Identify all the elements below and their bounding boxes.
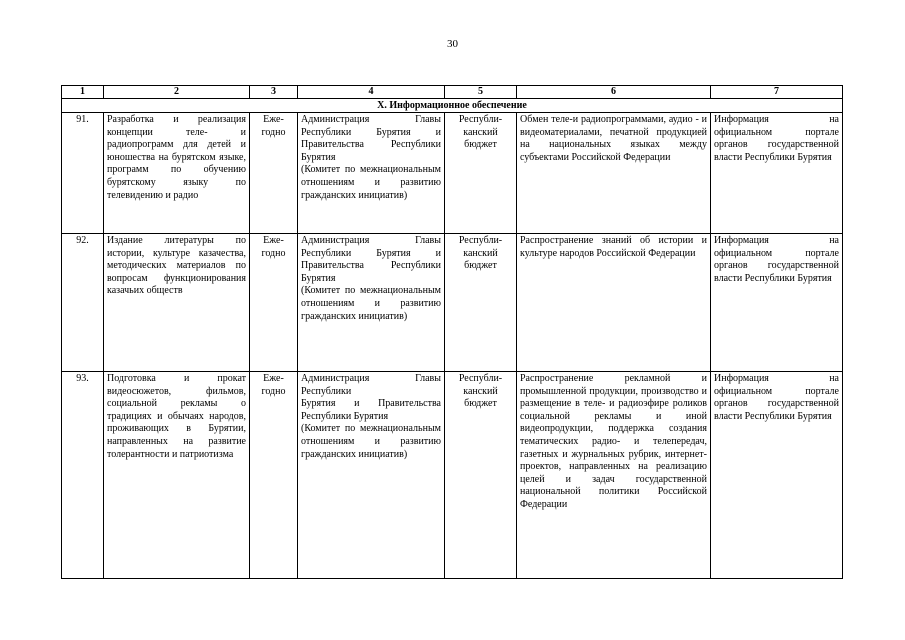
measures-table (61, 85, 843, 579)
table-row (62, 234, 843, 372)
header-col-5: 5 (445, 86, 517, 99)
header-col-4: 4 (298, 86, 445, 99)
activity-cell: Подготовка и прокат видеосюжетов, фильмов, социальной рекламы о традициях и обычаях народов, проживающих в Бурятии, направленных на развитие толерантности и патриотизма (104, 372, 250, 579)
executor-line: Администрация Главы Республики Бурятия и Правительства Республики Бурятия (301, 114, 441, 163)
reporting-cell: Информация на официальном портале органов государственной власти Республики Бурятия (711, 234, 843, 372)
executor-cell (298, 372, 445, 579)
executor-cell (298, 234, 445, 372)
funding-cell (445, 372, 517, 579)
term-line: Еже- (263, 114, 284, 125)
activity-cell: Издание литературы по истории, культуре казачества, методических материалов по вопросам функционирования казачьих обществ (104, 234, 250, 372)
term-cell (250, 234, 298, 372)
funding-line: бюджет (464, 260, 497, 272)
result-cell: Распространение рекламной и промышленной продукции, производство и размещение в теле- и радиоэфире роликов социальной рекламы и иной видеопродукции, поддержка создания тематических радио- и телепередач, газетных и журнальных рубрик, интернет-проектов, направленных на реализацию целей и задач государственной национальной политики Российской Федерации (517, 372, 711, 579)
table-row (62, 372, 843, 579)
activity-cell: Разработка и реализация концепции теле- и радиопрограмм для детей и юношества на бурятском языке, программ по обучению бурятскому языку по телевидению и радио (104, 113, 250, 234)
result-cell: Обмен теле-и радиопрограммами, аудио - и видеоматериалами, печатной продукцией на национальных языках между субъектами Российской Федерации (517, 113, 711, 234)
term-line: Еже- (263, 235, 284, 246)
executor-line: (Комитет по межнациональным отношениям и развитию гражданских инициатив) (301, 164, 441, 201)
reporting-cell: Информация на официальном портале органов государственной власти Республики Бурятия (711, 113, 843, 234)
term-cell (250, 113, 298, 234)
result-cell: Распространение знаний об истории и культуре народов Российской Федерации (517, 234, 711, 372)
term-line: годно (261, 385, 286, 397)
funding-line: Республи- (458, 235, 503, 246)
row-number: 92. (62, 234, 104, 372)
funding-line: Республи- (458, 373, 503, 384)
funding-line: бюджет (464, 139, 497, 151)
funding-line: Республи- (458, 114, 503, 125)
table-row (62, 113, 843, 234)
header-col-6: 6 (517, 86, 711, 99)
header-col-2: 2 (104, 86, 250, 99)
funding-line: канский (463, 247, 498, 259)
funding-line: канский (463, 385, 498, 397)
executor-cell (298, 113, 445, 234)
header-col-1: 1 (62, 86, 104, 99)
row-number: 91. (62, 113, 104, 234)
funding-line: канский (463, 126, 498, 138)
funding-line: бюджет (464, 398, 497, 410)
header-col-3: 3 (250, 86, 298, 99)
section-row (62, 99, 843, 113)
header-row (62, 86, 843, 99)
funding-cell (445, 113, 517, 234)
executor-line: Администрация Главы Республики Бурятия и Правительства Республики Бурятия (301, 235, 441, 284)
term-line: Еже- (263, 373, 284, 384)
term-cell (250, 372, 298, 579)
executor-line: Бурятия и Правительства Республики Бурятия (301, 398, 441, 422)
executor-line: (Комитет по межнациональным отношениям и развитию гражданских инициатив) (301, 423, 441, 460)
executor-line: Администрация Главы Республики (301, 373, 441, 397)
header-col-7: 7 (711, 86, 843, 99)
row-number: 93. (62, 372, 104, 579)
term-line: годно (261, 126, 286, 138)
funding-cell (445, 234, 517, 372)
executor-line: (Комитет по межнациональным отношениям и развитию гражданских инициатив) (301, 285, 441, 322)
section-title: X. Информационное обеспечение (62, 99, 843, 113)
page-number: 30 (447, 38, 458, 50)
reporting-cell: Информация на официальном портале органов государственной власти Республики Бурятия (711, 372, 843, 579)
term-line: годно (261, 247, 286, 259)
